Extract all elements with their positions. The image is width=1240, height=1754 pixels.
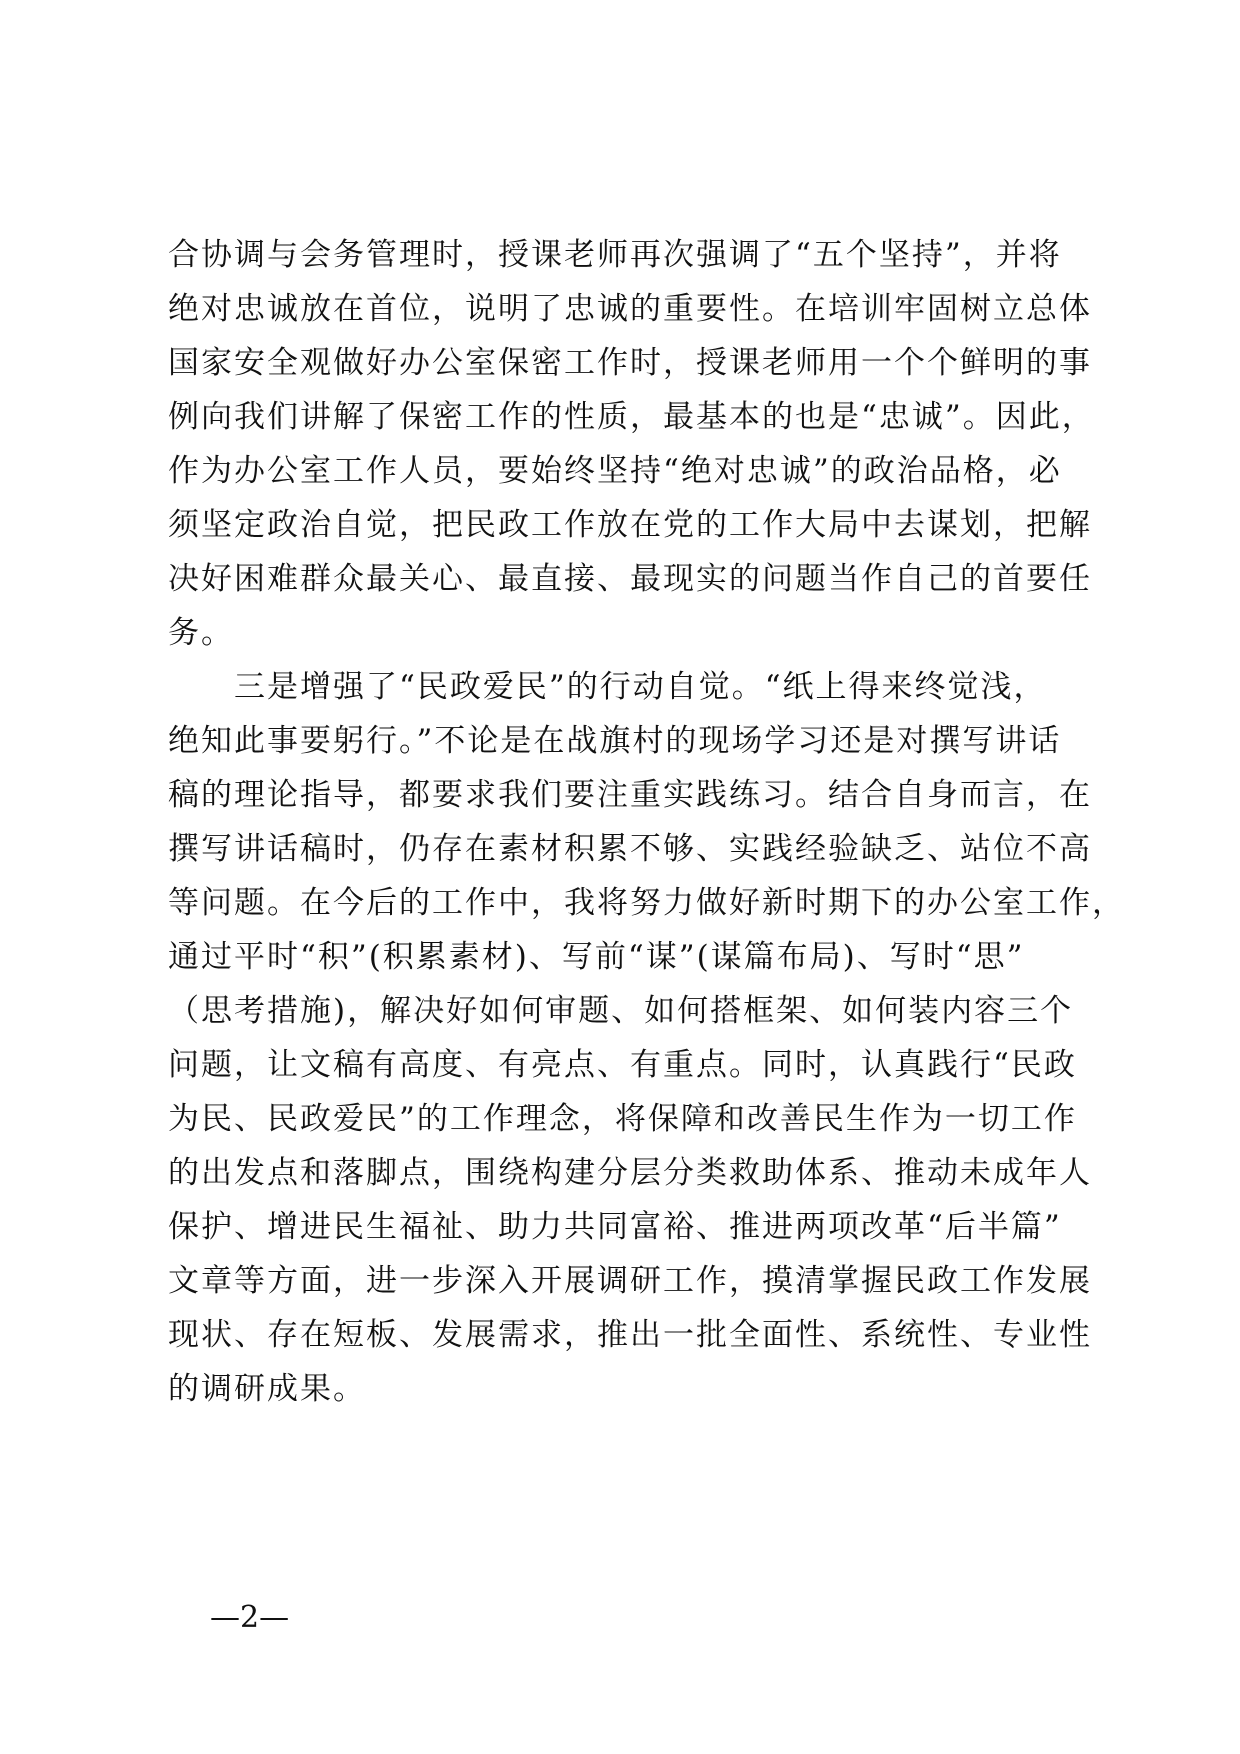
text-line: 为民、民政爱民”的工作理念，将保障和改善民生作为一切工作 [168,1101,1077,1137]
text-line: 通过平时“积”(积累素材)、写前“谋”(谋篇布局)、写时“思” [168,939,1025,975]
text-line: 须坚定政治自觉，把民政工作放在党的工作大局中去谋划，把解 [168,507,1092,543]
text-line: 保护、增进民生福祉、助力共同富裕、推进两项改革“后半篇” [168,1209,1062,1245]
text-line: 等问题。在今后的工作中，我将努力做好新时期下的办公室工作， [168,885,1125,921]
text-line: 的出发点和落脚点，围绕构建分层分类救助体系、推动未成年人 [168,1155,1092,1191]
text-line: 国家安全观做好办公室保密工作时，授课老师用一个个鲜明的事 [168,345,1092,381]
page-number: —2— [210,1600,290,1635]
body-text [168,228,1125,1416]
text-line: 的调研成果。 [168,1371,366,1407]
text-line: 绝知此事要躬行。”不论是在战旗村的现场学习还是对撰写讲话 [168,723,1062,759]
text-line: （思考措施)，解决好如何审题、如何搭框架、如何装内容三个 [168,993,1074,1029]
text-line: 三是增强了“民政爱民”的行动自觉。“纸上得来终觉浅， [168,669,1047,705]
text-line: 撰写讲话稿时，仍存在素材积累不够、实践经验缺乏、站位不高 [168,831,1092,867]
text-line: 例向我们讲解了保密工作的性质，最基本的也是“忠诚”。因此， [168,399,1095,435]
text-line: 问题，让文稿有高度、有亮点、有重点。同时，认真践行“民政 [168,1047,1077,1083]
text-line: 务。 [168,615,234,651]
text-line: 作为办公室工作人员，要始终坚持“绝对忠诚”的政治品格，必 [168,453,1062,489]
text-line: 文章等方面，进一步深入开展调研工作，摸清掌握民政工作发展 [168,1263,1092,1299]
text-line: 现状、存在短板、发展需求，推出一批全面性、系统性、专业性 [168,1317,1092,1353]
text-line: 稿的理论指导，都要求我们要注重实践练习。结合自身而言，在 [168,777,1092,813]
text-line: 合协调与会务管理时，授课老师再次强调了“五个坚持”，并将 [168,237,1062,273]
text-line: 绝对忠诚放在首位，说明了忠诚的重要性。在培训牢固树立总体 [168,291,1092,327]
text-line: 决好困难群众最关心、最直接、最现实的问题当作自己的首要任 [168,561,1092,597]
